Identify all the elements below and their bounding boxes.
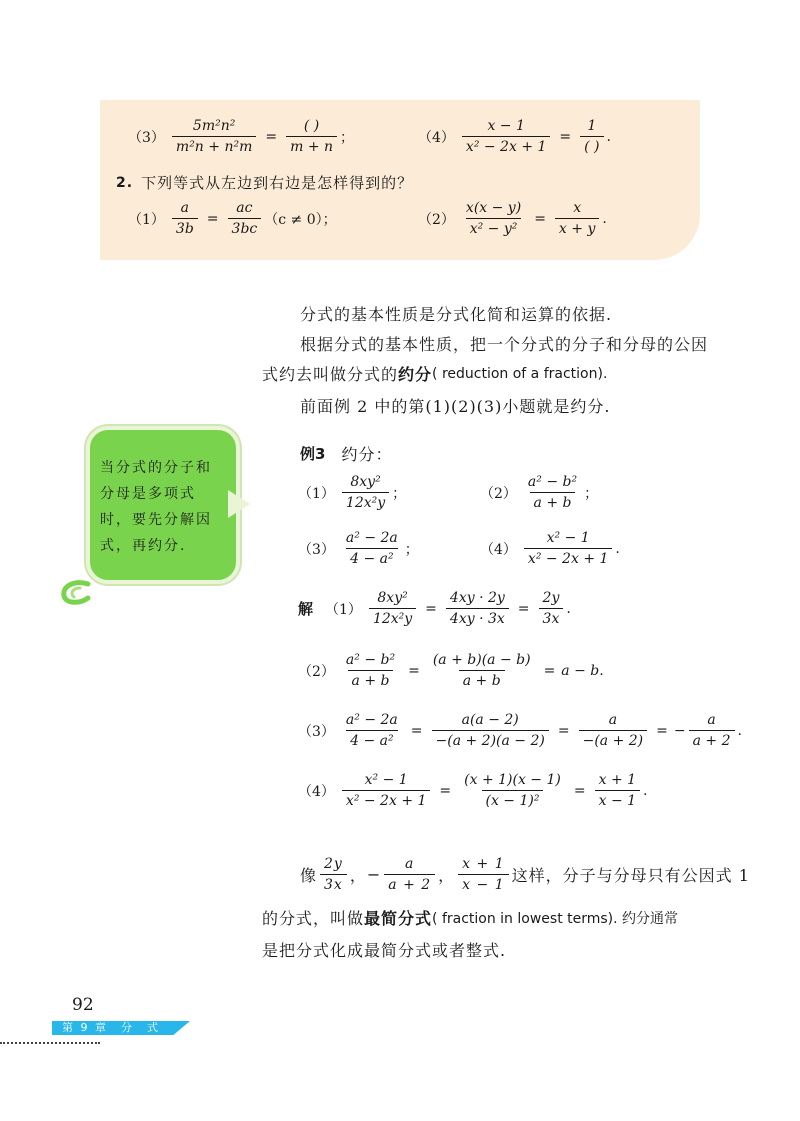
solution-1-a-numerator: 8xy²	[377, 590, 408, 606]
paragraph-1: 分式的基本性质是分式化简和运算的依据.	[300, 305, 613, 324]
paragraph-3: 前面例 2 中的第(1)(2)(3)小题就是约分.	[300, 397, 611, 416]
solution-3-d-denominator: a + 2	[689, 730, 735, 749]
closing-post: 这样，分子与分母只有公因式 1	[511, 866, 750, 885]
page-number: 92	[72, 995, 94, 1015]
question-2-part-2-left-denominator: x² − y²	[466, 218, 522, 237]
example-3-item-3-label: （3）	[298, 541, 335, 558]
example-3-item-3-end: ；	[404, 541, 419, 558]
closing-fraction-2-sign: −	[366, 865, 382, 884]
solution-3-d-numerator: a	[707, 712, 716, 728]
exercise-3-right-denominator: m + n	[286, 136, 337, 155]
exercise-4-end: .	[606, 128, 611, 145]
solution-3-d-sign: −	[673, 722, 686, 739]
question-2-part-2-left-numerator: x(x − y)	[465, 200, 522, 216]
question-2-part-1-left-denominator: 3b	[172, 218, 198, 237]
example-3-item-2-label: （2）	[480, 485, 517, 502]
solution-4-a-denominator: x² − 2x + 1	[342, 790, 430, 809]
closing-line-1	[300, 856, 750, 893]
solution-3-c-denominator: −(a + 2)	[579, 730, 648, 749]
solution-2-result: a − b.	[561, 662, 604, 679]
closing-fraction-1-denominator: 3x	[320, 874, 347, 893]
solution-1-end: .	[566, 600, 571, 617]
solution-1-a-denominator: 12x²y	[369, 608, 416, 627]
exercise-4-right-numerator: 1	[587, 118, 597, 134]
footer-dotted-rule	[0, 1042, 100, 1044]
chapter-label: 第 9 章 分 式	[62, 1021, 160, 1034]
term-lowest-terms: 最简分式	[364, 909, 433, 928]
exercise-4-label: （4）	[418, 129, 455, 146]
solution-1-c-denominator: 3x	[539, 608, 564, 627]
solution-3-b-numerator: a(a − 2)	[461, 712, 519, 728]
closing-fraction-1-numerator: 2y	[324, 856, 343, 872]
solution-1-b-denominator: 4xy · 3x	[446, 608, 509, 627]
solution-title: 解	[298, 600, 314, 618]
closing-line-2-post: ( fraction in lowest terms). 约分通常	[432, 910, 679, 927]
question-2-text: 下列等式从左边到右边是怎样得到的？	[141, 174, 414, 192]
closing-fraction-3-numerator: x + 1	[462, 856, 505, 872]
closing-fraction-3-denominator: x − 1	[458, 874, 508, 893]
solution-3-a-numerator: a² − 2a	[345, 712, 398, 728]
side-note-text: 当分式的分子和分母是多项式时，要先分解因式，再约分.	[100, 460, 212, 554]
solution-2-label: （2）	[298, 663, 335, 680]
term-reduction-english: ( reduction of a fraction).	[432, 365, 608, 382]
question-2-part-2-right-numerator: x	[573, 200, 582, 216]
question-2-part-1-condition: （c ≠ 0）；	[264, 211, 337, 228]
solution-4-a-numerator: x² − 1	[364, 772, 408, 788]
paragraph-2-line-2	[262, 362, 607, 385]
exercise-4-numerator: x − 1	[487, 118, 525, 134]
solution-3-a-denominator: 4 − a²	[346, 730, 398, 749]
example-3-item-1-label: （1）	[298, 485, 335, 502]
solution-1-label: （1）	[325, 601, 362, 618]
closing-fraction-2-numerator: a	[405, 856, 415, 872]
example-3-item-3-denominator: 4 − a²	[346, 548, 398, 567]
example-3-item-1-end: ；	[392, 485, 407, 502]
paragraph-2-line-1: 根据分式的基本性质，把一个分式的分子和分母的公因	[300, 335, 709, 354]
example-3-item-2	[480, 474, 598, 511]
closing-line-2-pre: 的分式，叫做	[262, 909, 365, 928]
solution-4-label: （4）	[298, 783, 335, 800]
question-2-part-2: （2） $\frac{x(x - y)}{\text{x² − y²}}$ = $\frac{x}{x + y}$ .	[418, 200, 607, 237]
side-note-tail	[228, 490, 250, 518]
closing-line-2	[262, 906, 678, 929]
solution-4-c-denominator: x − 1	[595, 790, 640, 809]
closing-separator-2: ，	[438, 866, 456, 885]
solution-1-c-numerator: 2y	[542, 590, 560, 606]
example-3-item-1	[298, 474, 406, 511]
question-2-number: 2.	[116, 174, 134, 191]
example-3-item-2-end: ；	[584, 485, 599, 502]
term-reduction: 约分	[398, 365, 433, 384]
closing-fraction-2-denominator: a + 2	[384, 874, 435, 893]
closing-separator-1: ，	[349, 866, 367, 885]
question-2-part-1-right-numerator: ac	[236, 200, 253, 216]
solution-4-b-numerator: (x + 1)(x − 1)	[464, 772, 561, 788]
exercise-3: （3） $\frac{\text{5m²n²}}{\text{m²n + n²m}}$ = $\frac{( )}{m + n}$ ；	[128, 118, 355, 155]
solution-2-b-numerator: (a + b)(a − b)	[432, 652, 531, 668]
question-2-part-1-left-numerator: a	[180, 200, 190, 216]
solution-4-end: .	[643, 782, 648, 799]
solution-3-label: （3）	[298, 723, 335, 740]
solution-3-end: .	[737, 722, 742, 739]
question-2-part-1: （1） $\frac{a}{3b}$ = $\frac{ac}{3bc}$ （c ≠ 0）；	[128, 200, 337, 237]
question-2-part-1-label: （1）	[128, 211, 165, 228]
solution-1: 解 （1） $\frac{\text{8xy²}}{\text{12x²y}}$ = $\frac{4xy \cdot 2y}{4xy \cdot 3x}$ = $\frac{2y}{3x}$ .	[298, 590, 571, 627]
example-3-item-3-numerator: a² − 2a	[345, 530, 398, 546]
solution-2-a-denominator: a + b	[348, 670, 394, 689]
exercise-3-label: （3）	[128, 129, 165, 146]
swirl-decoration-icon	[58, 578, 98, 608]
example-3-header	[300, 442, 392, 465]
solution-3-b-denominator: −(a + 2)(a − 2)	[432, 730, 549, 749]
example-3-task: 约分：	[341, 445, 393, 464]
solution-3-c-numerator: a	[608, 712, 618, 728]
question-2-part-1-right-denominator: 3bc	[228, 218, 262, 237]
example-3-item-4-numerator: x² − 1	[546, 530, 590, 546]
example-3-item-2-numerator: a² − b²	[527, 474, 578, 490]
solution-3: （3） $\frac{\text{a² − 2a}}{\text{4 − a²}}$ = $\frac{a(a - 2)}{-(a + 2)(a - 2)}$ = $\frac{a}{-(a + 2)}$ = − $\frac{a}{a + 2}$ .	[298, 712, 742, 749]
closing-pre: 像	[300, 866, 318, 885]
example-3-item-2-denominator: a + b	[530, 492, 576, 511]
question-2-part-2-right-denominator: x + y	[555, 218, 599, 237]
solution-2-b-denominator: a + b	[459, 670, 505, 689]
solution-1-b-numerator: 4xy · 2y	[449, 590, 505, 606]
exercise-3-end: ；	[340, 129, 355, 146]
example-3-item-1-denominator: 12x²y	[342, 492, 389, 511]
exercise-4-denominator: x² − 2x + 1	[462, 136, 550, 155]
example-3-item-4-label: （4）	[480, 541, 517, 558]
closing-line-3: 是把分式化成最简分式或者整式.	[262, 941, 507, 960]
example-3-item-3	[298, 530, 419, 567]
exercise-4: （4） $\frac{x - 1}{\text{x² − 2x + 1}}$ = $\frac{1}{( )}$ .	[418, 118, 611, 155]
question-2-part-2-label: （2）	[418, 211, 455, 228]
solution-2: （2） $\frac{\text{a² − b²}}{a + b}$ = $\frac{(a + b)(a - b)}{a + b}$ = a − b.	[298, 652, 604, 689]
example-3-item-4-end: .	[615, 540, 620, 557]
solution-2-a-numerator: a² − b²	[345, 652, 396, 668]
solution-4: （4） $\frac{\text{x² − 1}}{\text{x² − 2x + 1}}$ = $\frac{(x + 1)(x - 1)}{\text{(x − 1)²}}$ = $\frac{x + 1}{x - 1}$ .	[298, 772, 648, 809]
solution-4-c-numerator: x + 1	[598, 772, 637, 788]
question-2-part-2-end: .	[602, 210, 607, 227]
paragraph-2-text: 式约去叫做分式的	[262, 365, 399, 384]
example-3-item-4	[480, 530, 620, 567]
exercise-3-blank-numerator: ( )	[303, 118, 320, 134]
example-3-item-4-denominator: x² − 2x + 1	[524, 548, 612, 567]
exercise-4-blank-denominator: ( )	[580, 136, 603, 155]
solution-4-b-denominator: (x − 1)²	[482, 790, 544, 809]
question-2	[116, 172, 413, 193]
example-3-title: 例3	[300, 445, 326, 463]
exercise-3-denominator: m²n + n²m	[172, 136, 256, 155]
example-3-item-1-numerator: 8xy²	[350, 474, 381, 490]
exercise-3-numerator: 5m²n²	[192, 118, 236, 134]
